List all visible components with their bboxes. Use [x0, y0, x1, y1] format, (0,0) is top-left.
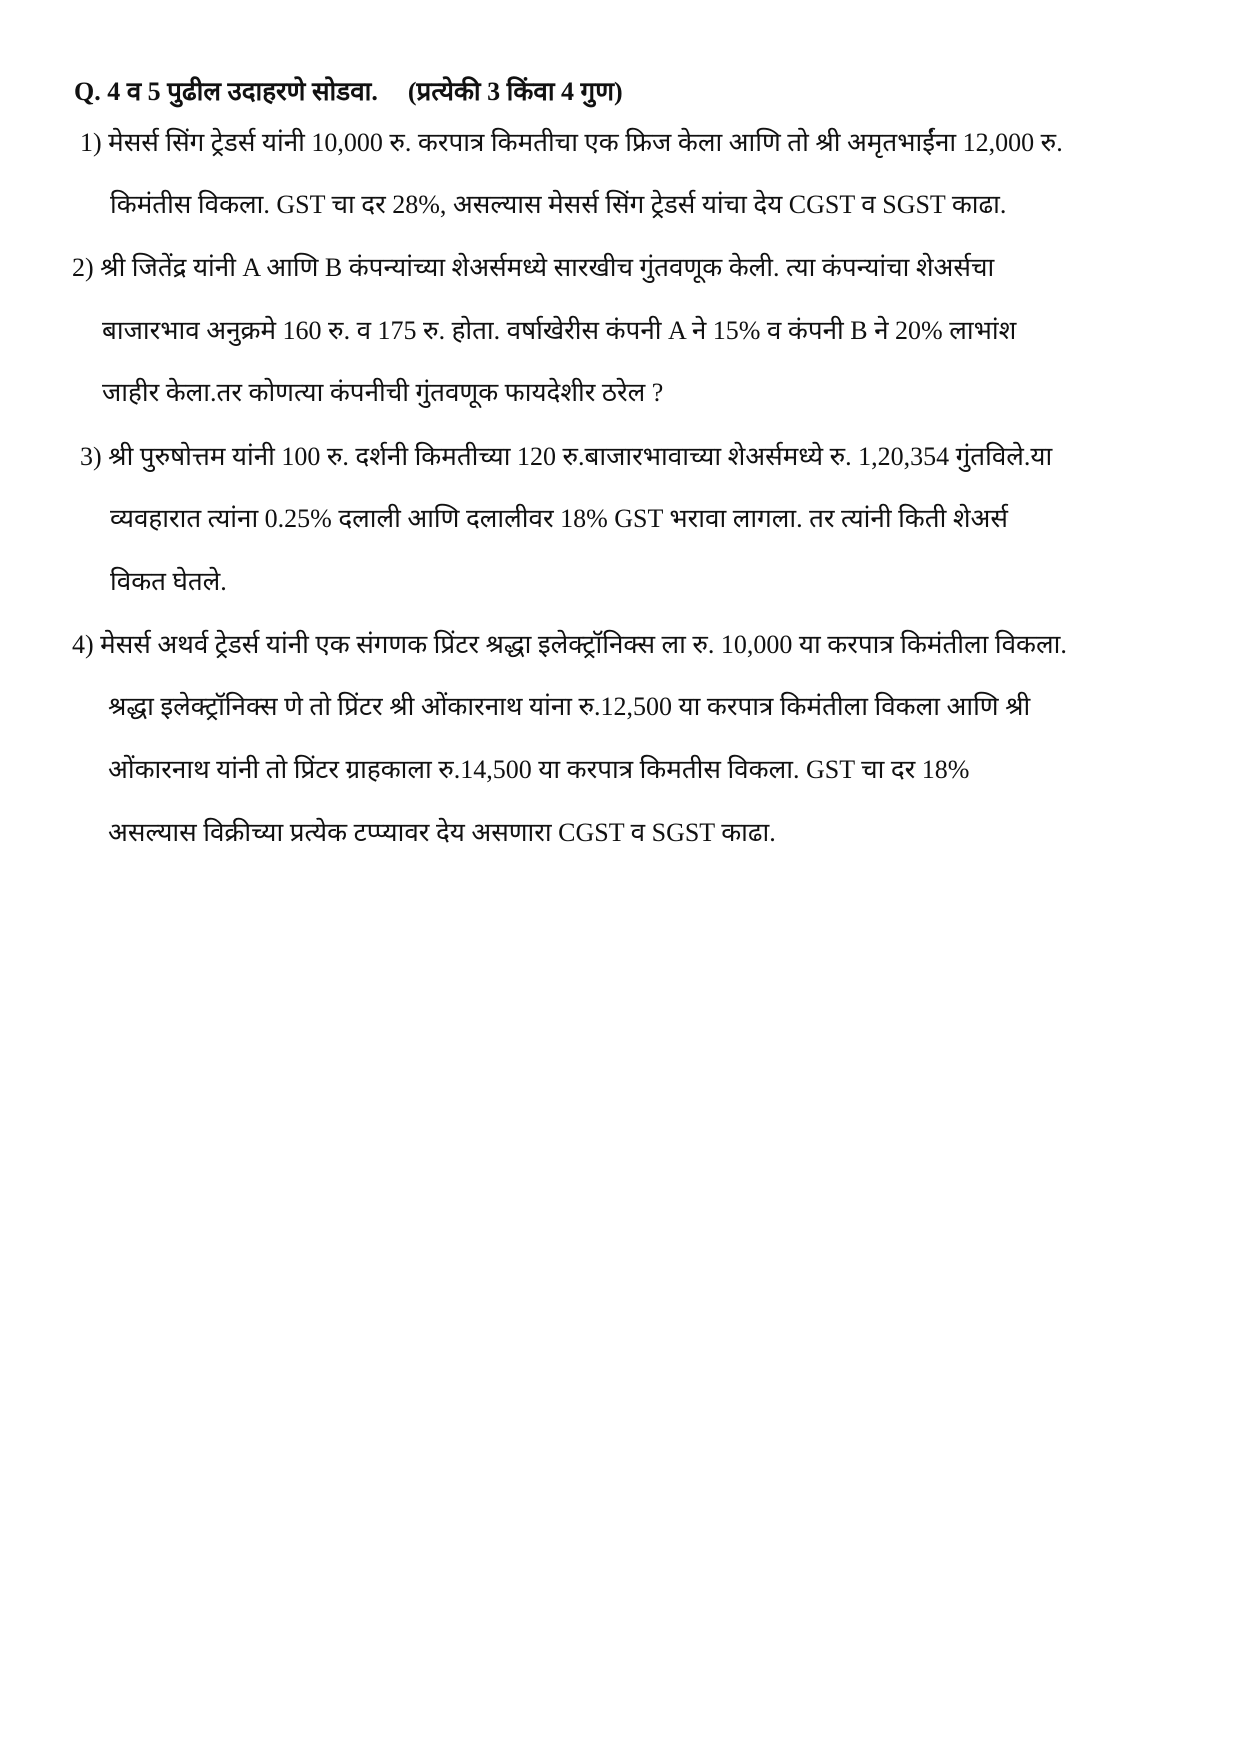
question-4-line-1: 4) मेसर्स अथर्व ट्रेडर्स यांनी एक संगणक प्रिंटर श्रद्धा इलेक्ट्रॉनिक्स ला रु. 10,000 या करपात्र किमंतीला विकला. [72, 630, 1067, 659]
question-4-line-4: असल्यास विक्रीच्या प्रत्येक टप्प्यावर देय असणारा CGST व SGST काढा. [108, 818, 776, 847]
question-2-line-1: 2) श्री जितेंद्र यांनी A आणि B कंपन्यांच्या शेअर्समध्ये सारखीच गुंतवणूक केली. त्या कंपन्यांचा शेअर्सचा [72, 253, 995, 282]
heading-marks: (प्रत्येकी 3 किंवा 4 गुण) [407, 77, 623, 106]
question-2-line-3: जाहीर केला.तर कोणत्या कंपनीची गुंतवणूक फायदेशीर ठरेल ? [102, 378, 664, 407]
question-1-line-2: किमंतीस विकला. GST चा दर 28%, असल्यास मेसर्स सिंग ट्रेडर्स यांचा देय CGST व SGST काढा. [110, 190, 1007, 219]
question-1-line-1: 1) मेसर्स सिंग ट्रेडर्स यांनी 10,000 रु. करपात्र किमतीचा एक फ्रिज केला आणि तो श्री अमृतभाईंना 12,000 रु. [80, 128, 1063, 157]
question-4-line-3: ओंकारनाथ यांनी तो प्रिंटर ग्राहकाला रु.14,500 या करपात्र किमतीस विकला. GST चा दर 18% [108, 755, 970, 784]
heading-title: Q. 4 व 5 पुढील उदाहरणे सोडवा. [74, 77, 378, 106]
question-2-line-2: बाजारभाव अनुक्रमे 160 रु. व 175 रु. होता. वर्षाखेरीस कंपनी A ने 15% व कंपनी B ने 20% लाभांश [102, 316, 1017, 345]
question-3-line-1: 3) श्री पुरुषोत्तम यांनी 100 रु. दर्शनी किमतीच्या 120 रु.बाजारभावाच्या शेअर्समध्ये रु. 1,20,354 गुंतविले.या [80, 442, 1053, 471]
question-4-line-2: श्रद्धा इलेक्ट्रॉनिक्स णे तो प्रिंटर श्री ओंकारनाथ यांना रु.12,500 या करपात्र किमंतीला विकला आणि श्री [108, 692, 1031, 721]
question-3-line-2: व्यवहारात त्यांना 0.25% दलाली आणि दलालीवर 18% GST भरावा लागला. तर त्यांनी किती शेअर्स [110, 504, 1008, 533]
section-heading [74, 72, 623, 108]
question-3-line-3: विकत घेतले. [110, 567, 227, 596]
